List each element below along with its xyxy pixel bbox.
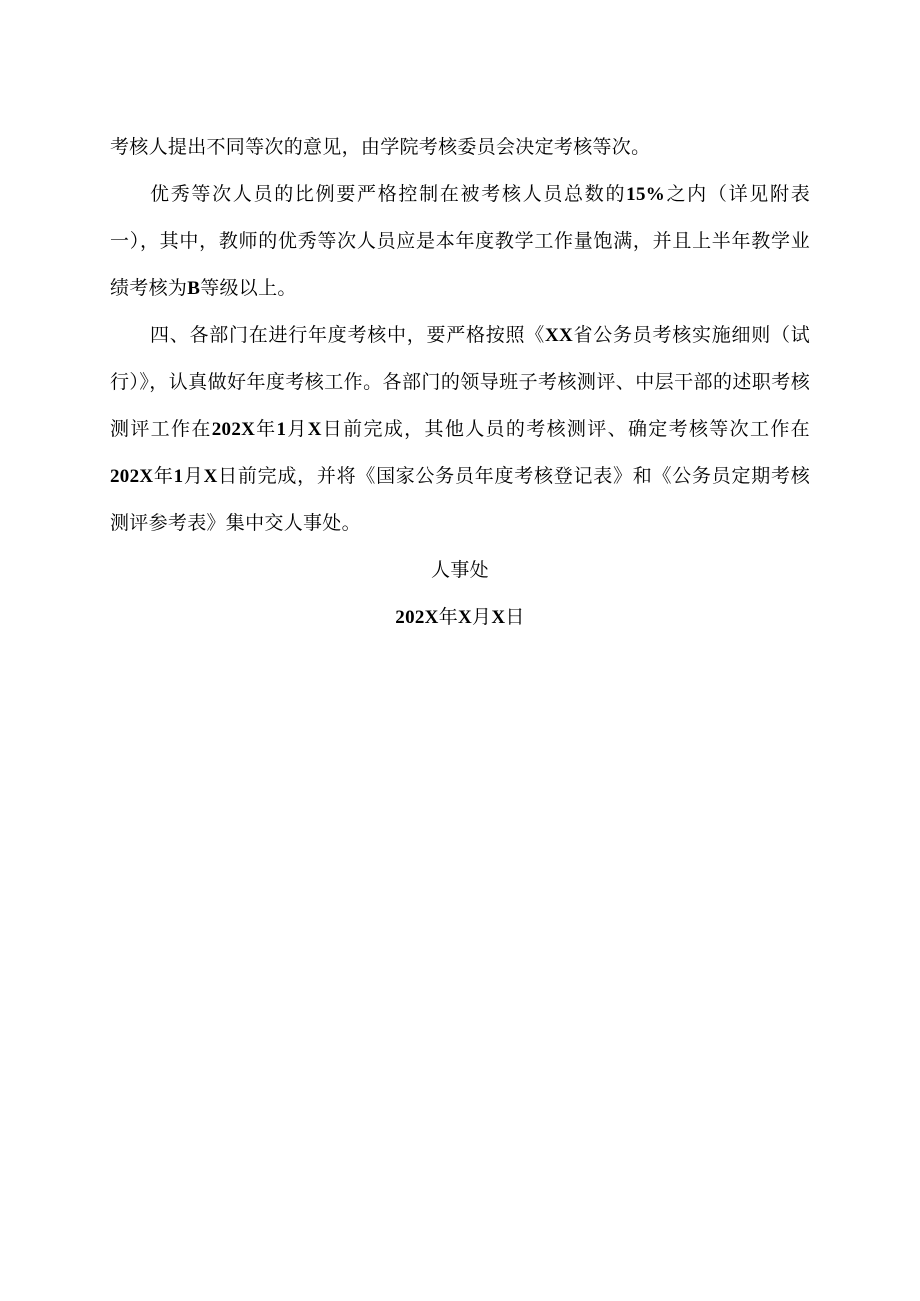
text-run: 四、各部门在进行年度考核中，要严格按照《 — [150, 324, 545, 346]
text-run: 日前完成，并将《国家公务员年度考核登记表》和《公务员定期考核测评参考表》集中交人事处。 — [110, 465, 810, 534]
text-run: 月 — [286, 418, 308, 440]
deadline-month: 1 — [173, 466, 184, 487]
document-body — [110, 124, 810, 641]
deadline-year: 202X — [211, 419, 256, 440]
text-run: 日前完成，其他人员的考核测评、确定考核等次工作在 — [321, 418, 810, 440]
province-placeholder: XX — [544, 325, 574, 346]
date-year: 202X — [395, 607, 439, 628]
text-run: 年 — [255, 418, 277, 440]
date-month: X — [458, 607, 473, 628]
ratio-value: 15% — [626, 184, 666, 205]
deadline-month: 1 — [276, 419, 287, 440]
paragraph-continuation: 考核人提出不同等次的意见，由学院考核委员会决定考核等次。 — [110, 136, 651, 158]
text-run: 等级以上。 — [200, 277, 297, 299]
text-run: 之内（详见附表一），其中，教师的优秀等次人员应是本年度教学工作量饱满，并且上半年教学业绩考核为 — [110, 183, 810, 299]
date-month-char: 月 — [472, 606, 492, 628]
date-day-char: 日 — [505, 606, 525, 628]
paragraph-excellent-ratio — [110, 171, 810, 312]
deadline-year: 202X — [110, 466, 154, 487]
text-run: 优秀等次人员的比例要严格控制在被考核人员总数的 — [150, 183, 627, 205]
text-run: 月 — [183, 465, 204, 487]
date-day: X — [491, 607, 506, 628]
signature: 人事处 — [431, 559, 489, 581]
text-run: 省公务员考核实施细则（试行）》，认真做好年度考核工作。各部门的领导班子考核测评、中层干部的述职考核测评工作在 — [110, 324, 810, 440]
deadline-day: X — [307, 419, 322, 440]
deadline-day: X — [203, 466, 218, 487]
text-run: 年 — [153, 465, 174, 487]
document-date — [110, 594, 810, 641]
date-year-char: 年 — [438, 606, 459, 628]
grade-value: B — [187, 278, 201, 299]
paragraph-section-four — [110, 312, 810, 547]
